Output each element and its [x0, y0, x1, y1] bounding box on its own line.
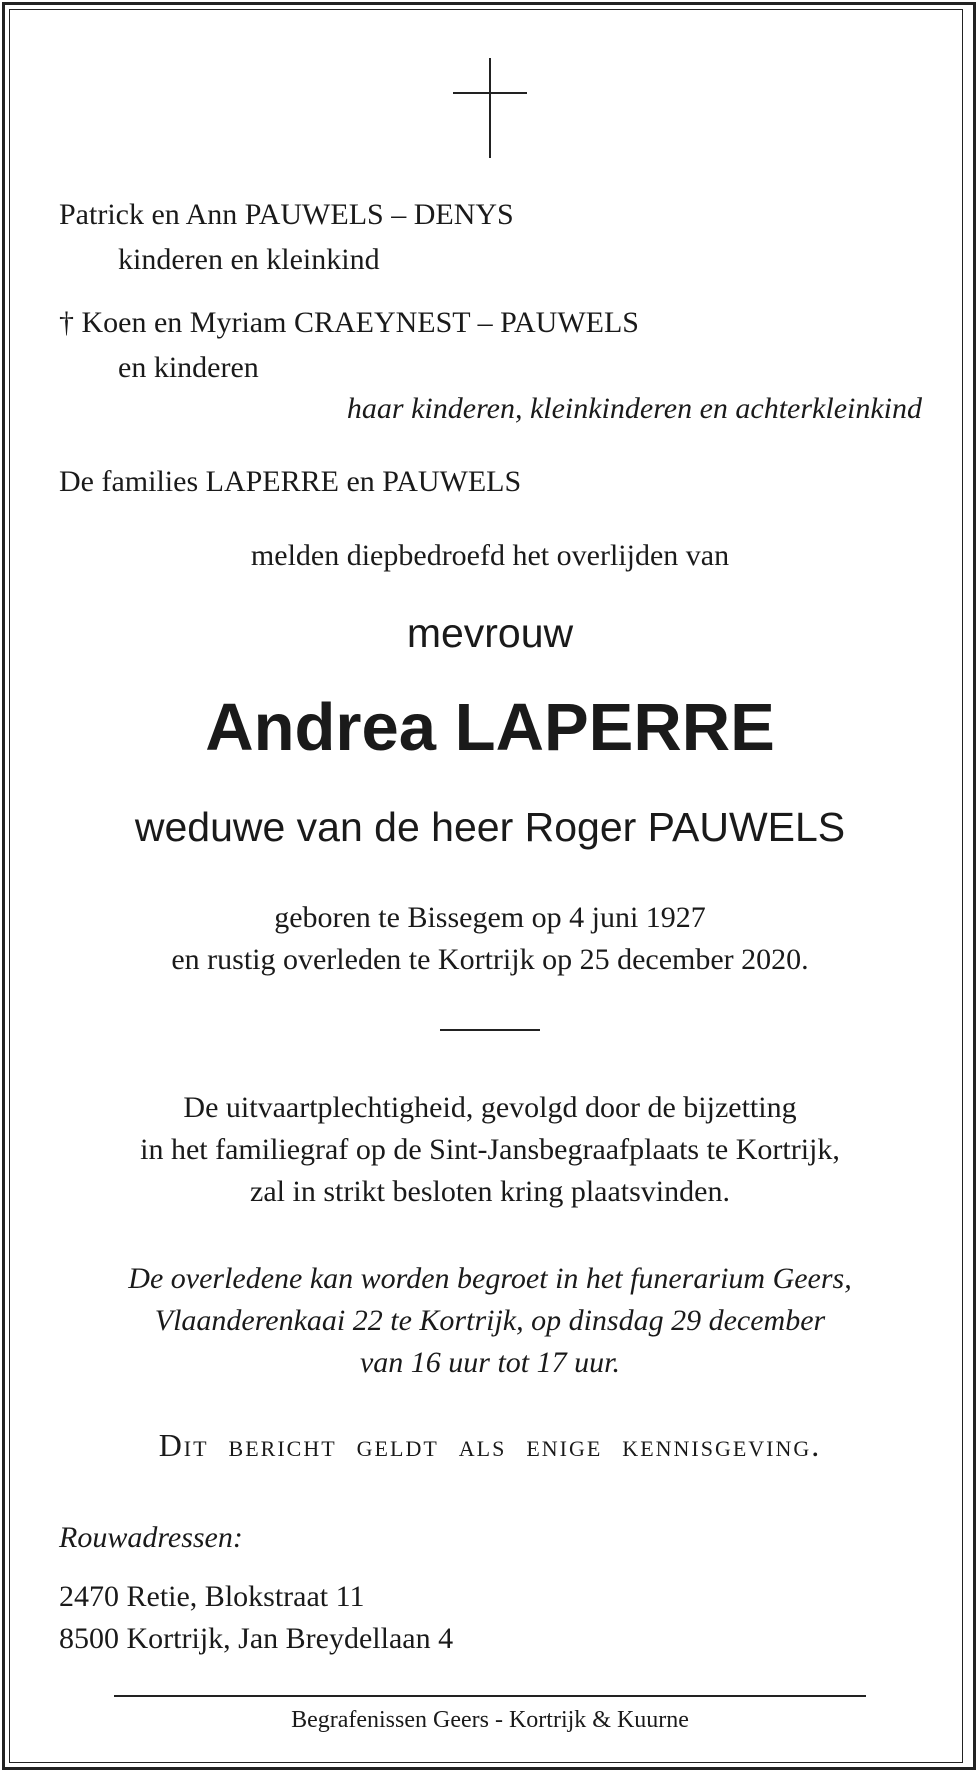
- spouse-line: weduwe van de heer Roger PAUWELS: [134, 804, 846, 850]
- ceremony-line-3: zal in strikt besloten kring plaatsvinden.: [250, 1175, 730, 1208]
- death-line: en rustig overleden te Kortrijk op 25 december 2020.: [171, 943, 809, 976]
- viewing-line-1: De overledene kan worden begroet in het funerarium Geers,: [128, 1262, 852, 1295]
- honorific: mevrouw: [406, 610, 574, 656]
- grandchildren-line: haar kinderen, kleinkinderen en achterkleinkind: [346, 392, 922, 425]
- family-2-line2: en kinderen: [118, 351, 259, 384]
- divider-short: [440, 1029, 540, 1031]
- birth-line: geboren te Bissegem op 4 juni 1927: [274, 901, 706, 934]
- notice-line: Dit bericht geldt als enige kennisgeving.: [158, 1427, 822, 1463]
- addresses-label: Rouwadressen:: [59, 1521, 243, 1554]
- footer-divider: [114, 1695, 866, 1697]
- ceremony-line-1: De uitvaartplechtigheid, gevolgd door de bijzetting: [183, 1091, 797, 1124]
- ceremony-line-2: in het familiegraf op de Sint-Jansbegraafplaats te Kortrijk,: [140, 1133, 840, 1166]
- announce-line: melden diepbedroefd het overlijden van: [250, 539, 730, 572]
- viewing-line-2: Vlaanderenkaai 22 te Kortrijk, op dinsdag 29 december: [154, 1304, 826, 1337]
- family-1-line2: kinderen en kleinkind: [118, 243, 380, 276]
- families-line: De families LAPERRE en PAUWELS: [59, 465, 522, 498]
- family-2-line1: † Koen en Myriam CRAEYNEST – PAUWELS: [59, 306, 639, 339]
- address-1: 2470 Retie, Blokstraat 11: [59, 1580, 365, 1613]
- family-1-line1: Patrick en Ann PAUWELS – DENYS: [59, 198, 514, 231]
- deceased-name: Andrea LAPERRE: [205, 690, 775, 765]
- viewing-line-3: van 16 uur tot 17 uur.: [359, 1346, 620, 1379]
- footer-text: Begrafenissen Geers - Kortrijk & Kuurne: [291, 1707, 689, 1733]
- address-2: 8500 Kortrijk, Jan Breydellaan 4: [59, 1622, 454, 1655]
